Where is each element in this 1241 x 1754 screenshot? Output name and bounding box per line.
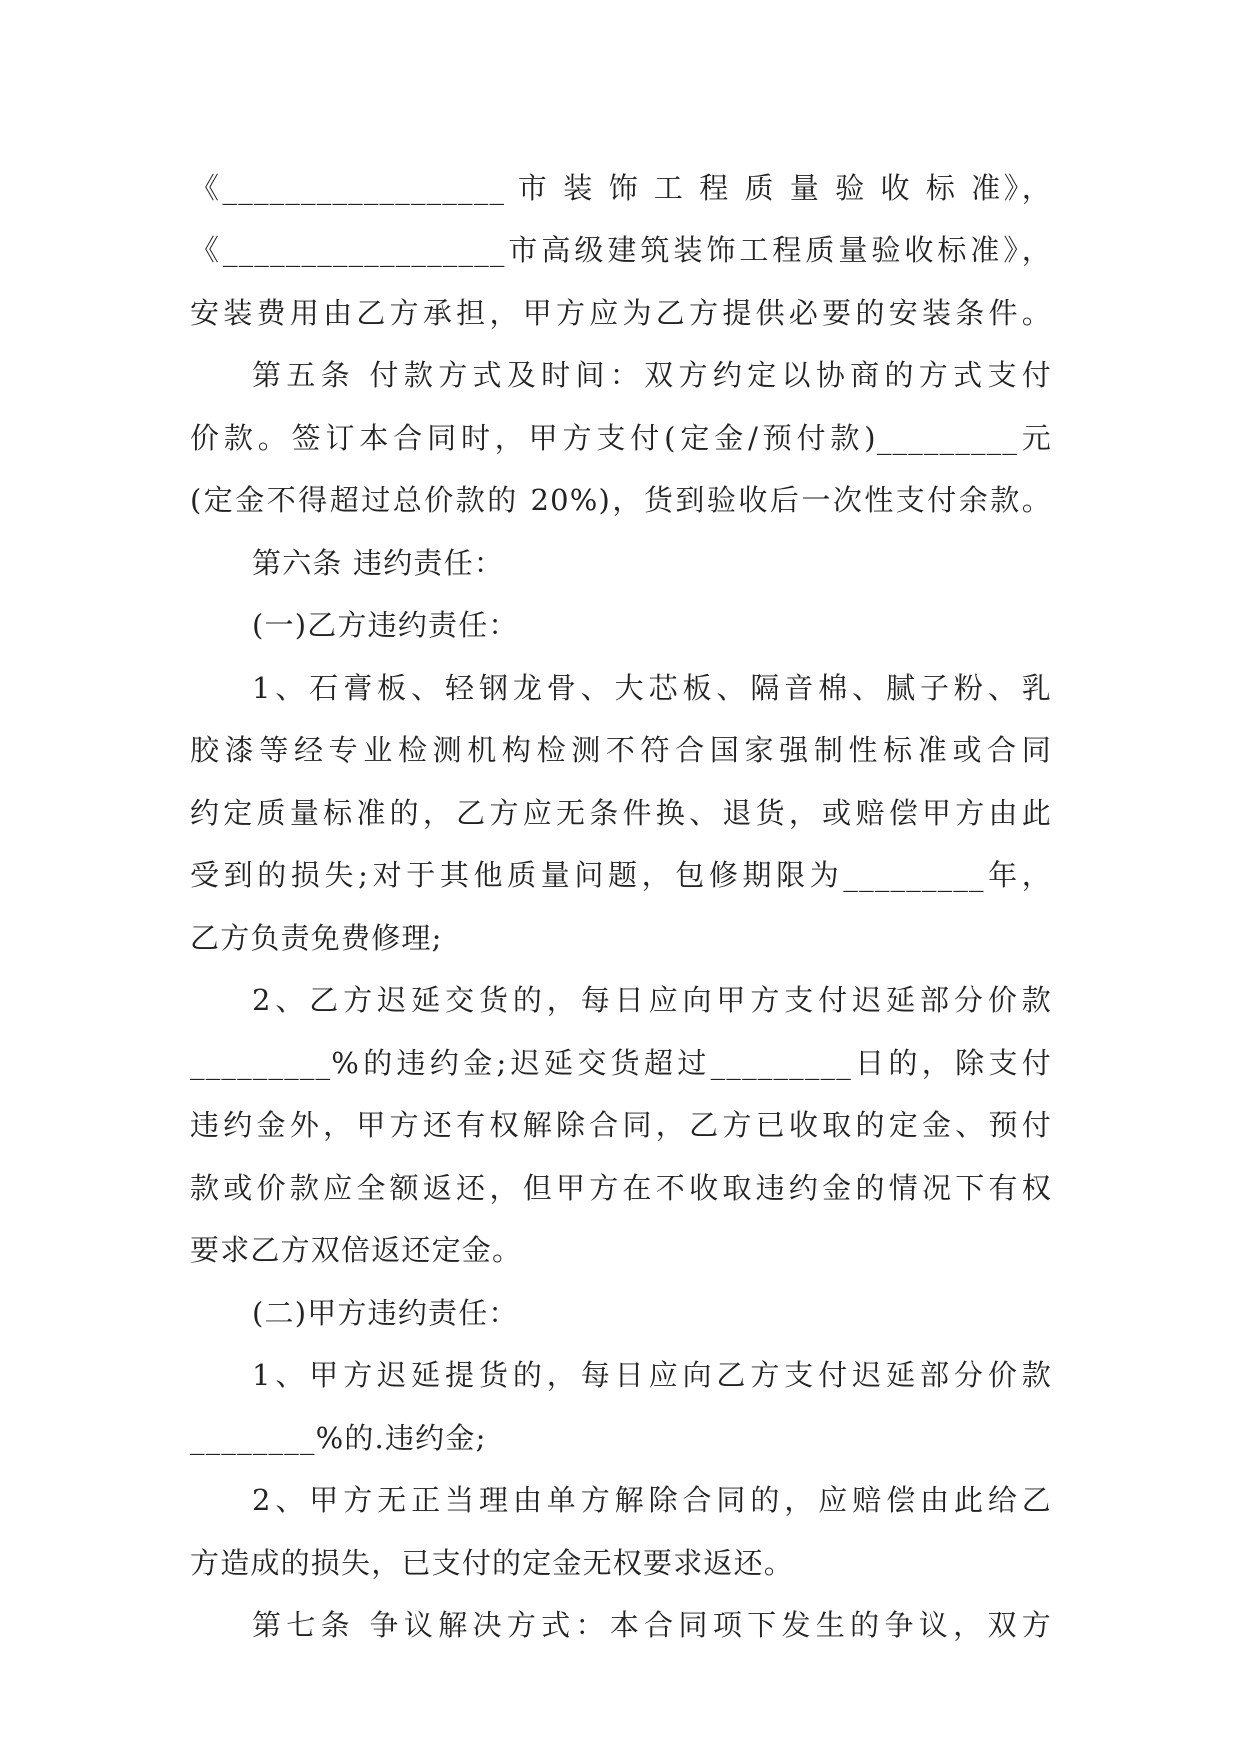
text-line: 违约金外，甲方还有权解除合同，乙方已收取的定金、预付	[190, 1108, 1052, 1142]
text-line: _________%的违约金;迟延交货超过_________日的，除支付	[190, 1046, 1052, 1080]
text-line: 安装费用由乙方承担，甲方应为乙方提供必要的安装条件。	[190, 296, 1052, 330]
article-seven-heading: 第七条 争议解决方式：本合同项下发生的争议，双方	[252, 1608, 1052, 1642]
text-line: 约定质量标准的，乙方应无条件换、退货，或赔偿甲方由此	[190, 796, 1052, 830]
text-line: 受到的损失;对于其他质量问题，包修期限为_________年，	[190, 858, 1052, 892]
text-line: 2、乙方迟延交货的，每日应向甲方支付迟延部分价款	[252, 983, 1052, 1017]
text-line: 款或价款应全额返还，但甲方在不收取违约金的情况下有权	[190, 1171, 1052, 1205]
text-line: 《__________________市高级建筑装饰工程质量验收标准》，	[190, 233, 1052, 267]
article-five-heading: 第五条 付款方式及时间：双方约定以协商的方式支付	[252, 358, 1052, 392]
article-six-heading: 第六条 违约责任：	[252, 546, 505, 580]
text-line: (定金不得超过总价款的 20%)，货到验收后一次性支付余款。	[190, 483, 1052, 517]
text-line: 2、甲方无正当理由单方解除合同的，应赔偿由此给乙	[252, 1483, 1052, 1517]
text-line: 方造成的损失，已支付的定金无权要求返还。	[190, 1546, 795, 1580]
text-line: 1、石膏板、轻钢龙骨、大芯板、隔音棉、腻子粉、乳	[252, 671, 1052, 705]
text-line: 胶漆等经专业检测机构检测不符合国家强制性标准或合同	[190, 733, 1052, 767]
text-line: 《__________________ 市 装 饰 工 程 质 量 验 收 标 准》，	[190, 171, 1052, 205]
section-heading: (二)甲方违约责任：	[252, 1296, 519, 1330]
text-line: 1、甲方迟延提货的，每日应向乙方支付迟延部分价款	[252, 1358, 1052, 1392]
text-line: ________%的.违约金;	[190, 1421, 487, 1455]
section-heading: (一)乙方违约责任：	[252, 608, 519, 642]
text-line: 要求乙方双倍返还定金。	[190, 1233, 523, 1267]
text-line: 价款。签订本合同时，甲方支付(定金/预付款)_________元	[190, 421, 1052, 455]
text-line: 乙方负责免费修理;	[190, 921, 443, 955]
